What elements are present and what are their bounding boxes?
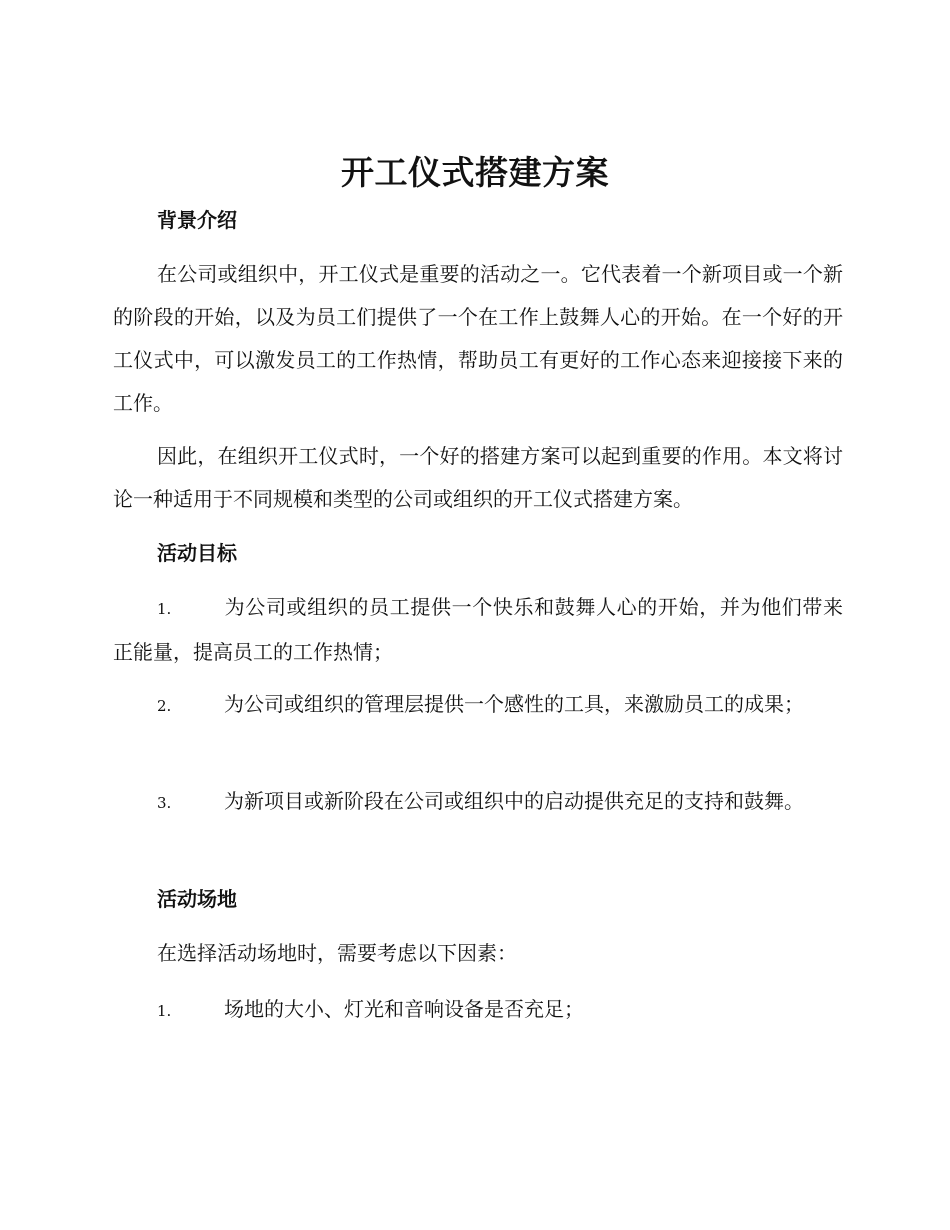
list-item-text: 为公司或组织的管理层提供一个感性的工具，来激励员工的成果；	[224, 692, 804, 716]
heading-goals: 活动目标	[157, 541, 237, 565]
list-item-text: 为新项目或新阶段在公司或组织中的启动提供充足的支持和鼓舞。	[224, 789, 804, 813]
list-number: 1.	[157, 600, 172, 618]
paragraph-background-2: 因此，在组织开工仪式时，一个好的搭建方案可以起到重要的作用。本文将讨论一种适用于不同规模和类型的公司或组织的开工仪式搭建方案。	[113, 444, 843, 511]
list-number: 3.	[157, 794, 172, 812]
list-item-goal-2	[113, 683, 843, 728]
list-item-text: 为公司或组织的员工提供一个快乐和鼓舞人心的开始，并为他们带来正能量，提高员工的工作热情；	[113, 595, 843, 664]
document-title: 开工仪式搭建方案	[341, 153, 609, 192]
paragraph-venue-intro: 在选择活动场地时，需要考虑以下因素：	[157, 941, 517, 965]
list-number: 2.	[157, 697, 172, 715]
heading-venue: 活动场地	[157, 887, 237, 911]
list-item-venue-1	[113, 988, 843, 1033]
list-item-text: 场地的大小、灯光和音响设备是否充足；	[224, 997, 584, 1021]
list-item-goal-3	[113, 780, 843, 825]
paragraph-background-1: 在公司或组织中，开工仪式是重要的活动之一。它代表着一个新项目或一个新的阶段的开始，以及为员工们提供了一个在工作上鼓舞人心的开始。在一个好的开工仪式中，可以激发员工的工作热情，帮助员工有更好的工作心态来迎接接下来的工作。	[113, 262, 843, 415]
list-item-goal-1	[113, 586, 843, 674]
list-number: 1.	[157, 1002, 172, 1020]
heading-background: 背景介绍	[157, 208, 237, 232]
